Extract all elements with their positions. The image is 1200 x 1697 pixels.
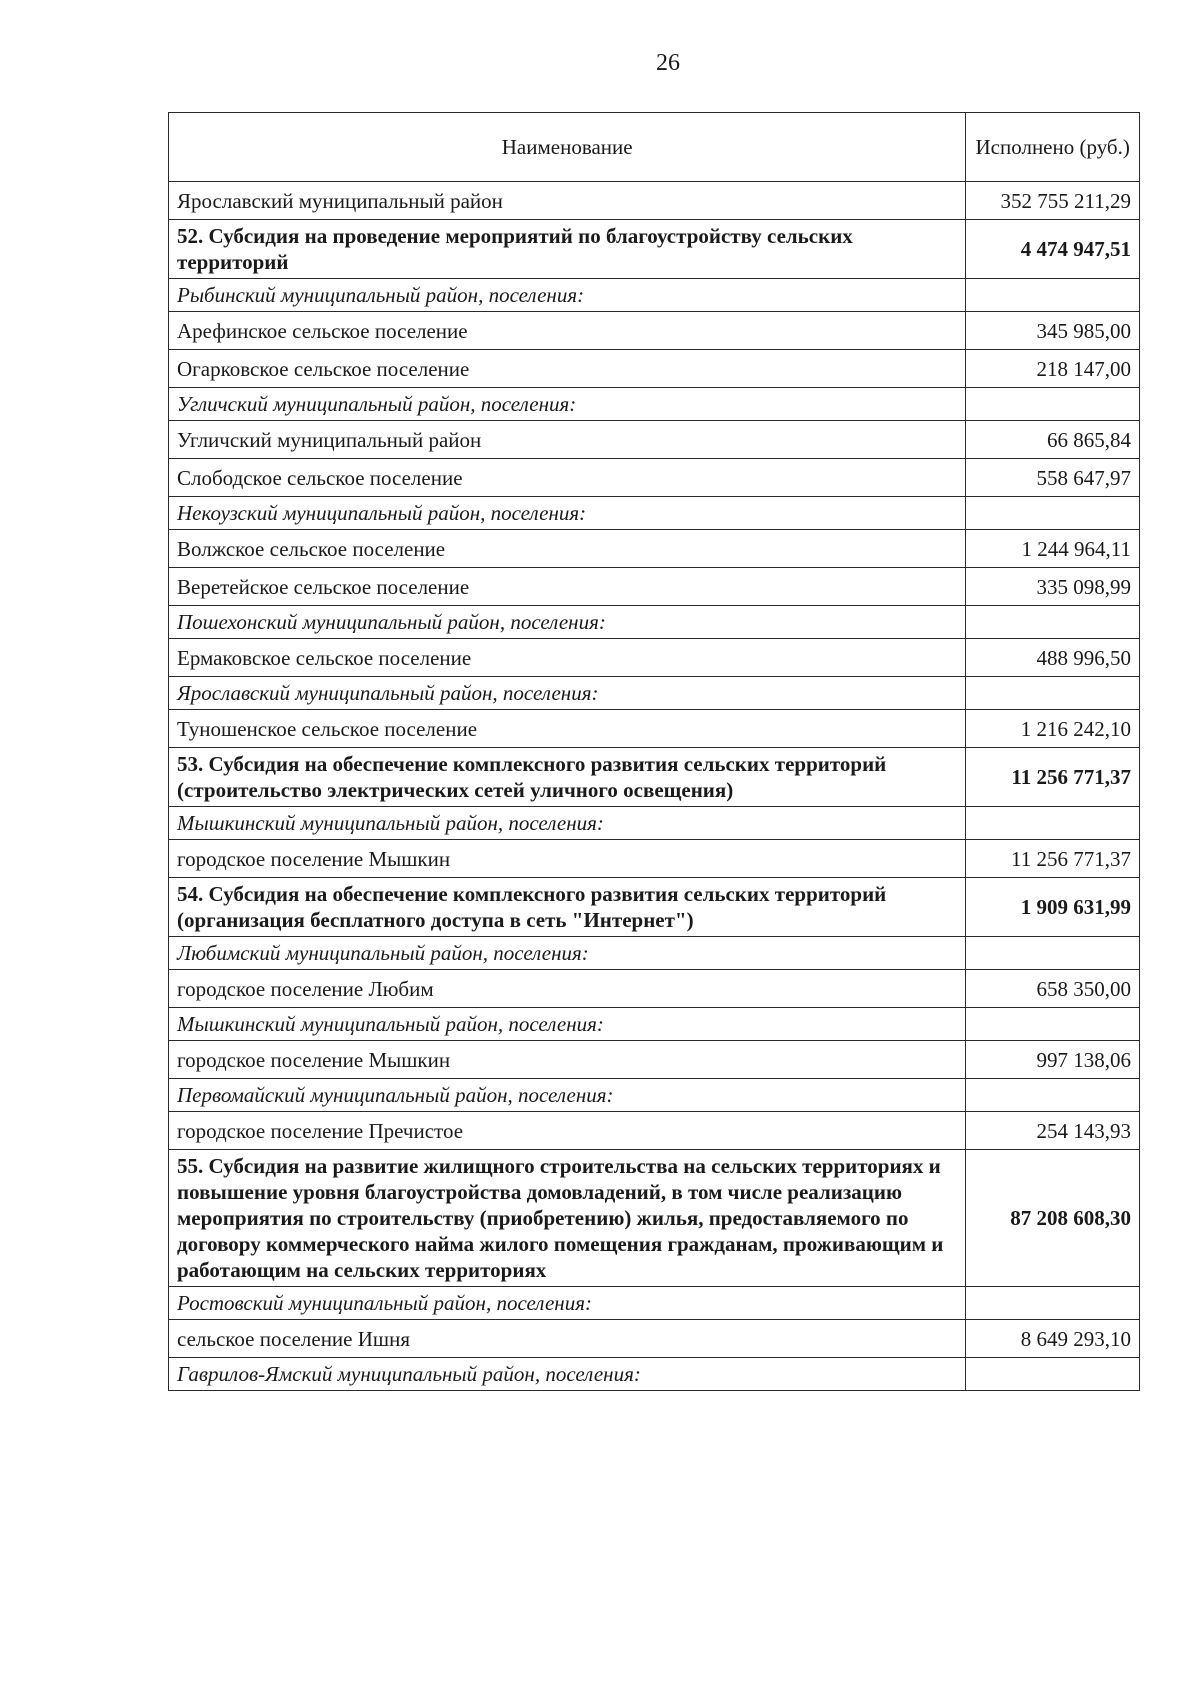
table-row bbox=[169, 421, 1140, 459]
row-amount bbox=[966, 606, 1140, 639]
row-amount: 66 865,84 bbox=[966, 421, 1140, 459]
row-name: Угличский муниципальный район, поселения: bbox=[169, 388, 966, 421]
row-amount: 488 996,50 bbox=[966, 639, 1140, 677]
row-amount: 558 647,97 bbox=[966, 459, 1140, 497]
column-header-amount: Исполнено (руб.) bbox=[966, 113, 1140, 182]
row-amount: 345 985,00 bbox=[966, 312, 1140, 350]
row-amount bbox=[966, 1358, 1140, 1391]
row-amount: 1 909 631,99 bbox=[966, 878, 1140, 937]
row-name: Некоузский муниципальный район, поселения: bbox=[169, 497, 966, 530]
table-row bbox=[169, 568, 1140, 606]
section-row bbox=[169, 748, 1140, 807]
district-row bbox=[169, 1287, 1140, 1320]
row-amount bbox=[966, 388, 1140, 421]
row-name: Пошехонский муниципальный район, поселения: bbox=[169, 606, 966, 639]
row-name: Волжское сельское поселение bbox=[169, 530, 966, 568]
row-name: Арефинское сельское поселение bbox=[169, 312, 966, 350]
row-name: Туношенское сельское поселение bbox=[169, 710, 966, 748]
row-amount bbox=[966, 1287, 1140, 1320]
district-row bbox=[169, 1358, 1140, 1391]
row-amount bbox=[966, 677, 1140, 710]
table-body bbox=[169, 182, 1140, 1391]
row-name: Мышкинский муниципальный район, поселения: bbox=[169, 1008, 966, 1041]
table-row bbox=[169, 1112, 1140, 1150]
district-row bbox=[169, 279, 1140, 312]
row-amount bbox=[966, 807, 1140, 840]
column-header-name: Наименование bbox=[169, 113, 966, 182]
row-name: городское поселение Любим bbox=[169, 970, 966, 1008]
row-name: Слободское сельское поселение bbox=[169, 459, 966, 497]
row-amount: 218 147,00 bbox=[966, 350, 1140, 388]
table-row bbox=[169, 312, 1140, 350]
row-name: городское поселение Мышкин bbox=[169, 840, 966, 878]
table-row bbox=[169, 970, 1140, 1008]
row-amount bbox=[966, 1008, 1140, 1041]
row-amount: 658 350,00 bbox=[966, 970, 1140, 1008]
section-row bbox=[169, 220, 1140, 279]
district-row bbox=[169, 1079, 1140, 1112]
row-name: 53. Субсидия на обеспечение комплексного развития сельских территорий (строительство электрических сетей уличного освещения) bbox=[169, 748, 966, 807]
table-row bbox=[169, 530, 1140, 568]
row-name: Мышкинский муниципальный район, поселения: bbox=[169, 807, 966, 840]
table-row bbox=[169, 840, 1140, 878]
row-amount: 4 474 947,51 bbox=[966, 220, 1140, 279]
page-number: 26 bbox=[656, 50, 680, 76]
row-name: 54. Субсидия на обеспечение комплексного развития сельских территорий (организация бесплатного доступа в сеть "Интернет") bbox=[169, 878, 966, 937]
row-name: Огарковское сельское поселение bbox=[169, 350, 966, 388]
budget-table bbox=[168, 112, 1140, 1391]
row-amount: 254 143,93 bbox=[966, 1112, 1140, 1150]
row-amount: 335 098,99 bbox=[966, 568, 1140, 606]
row-name: 52. Субсидия на проведение мероприятий по благоустройству сельских территорий bbox=[169, 220, 966, 279]
table-row bbox=[169, 350, 1140, 388]
row-name: Рыбинский муниципальный район, поселения: bbox=[169, 279, 966, 312]
district-row bbox=[169, 1008, 1140, 1041]
section-row bbox=[169, 1150, 1140, 1287]
table-row bbox=[169, 1320, 1140, 1358]
table-row bbox=[169, 1041, 1140, 1079]
row-name: Первомайский муниципальный район, поселения: bbox=[169, 1079, 966, 1112]
table-row bbox=[169, 182, 1140, 220]
row-name: Гаврилов-Ямский муниципальный район, поселения: bbox=[169, 1358, 966, 1391]
district-row bbox=[169, 937, 1140, 970]
row-name: Ярославский муниципальный район, поселения: bbox=[169, 677, 966, 710]
row-name: сельское поселение Ишня bbox=[169, 1320, 966, 1358]
district-row bbox=[169, 807, 1140, 840]
row-amount: 352 755 211,29 bbox=[966, 182, 1140, 220]
row-name: городское поселение Мышкин bbox=[169, 1041, 966, 1079]
row-amount bbox=[966, 497, 1140, 530]
row-name: Ростовский муниципальный район, поселения: bbox=[169, 1287, 966, 1320]
row-name: 55. Субсидия на развитие жилищного строительства на сельских территориях и повышение уровня благоустройства домовладений, в том числе реализацию мероприятия по строительству (приобретению) жилья, предоставляемого по договору коммерческого найма жилого помещения гражданам, проживающим и работающим на сельских территориях bbox=[169, 1150, 966, 1287]
table-header-row bbox=[169, 113, 1140, 182]
row-amount: 997 138,06 bbox=[966, 1041, 1140, 1079]
row-amount bbox=[966, 279, 1140, 312]
row-amount: 11 256 771,37 bbox=[966, 840, 1140, 878]
row-name: Угличский муниципальный район bbox=[169, 421, 966, 459]
table-row bbox=[169, 459, 1140, 497]
row-name: Любимский муниципальный район, поселения: bbox=[169, 937, 966, 970]
row-name: городское поселение Пречистое bbox=[169, 1112, 966, 1150]
row-name: Ермаковское сельское поселение bbox=[169, 639, 966, 677]
section-row bbox=[169, 878, 1140, 937]
table-row bbox=[169, 710, 1140, 748]
district-row bbox=[169, 497, 1140, 530]
row-amount: 8 649 293,10 bbox=[966, 1320, 1140, 1358]
row-amount: 11 256 771,37 bbox=[966, 748, 1140, 807]
row-amount: 1 216 242,10 bbox=[966, 710, 1140, 748]
row-name: Веретейское сельское поселение bbox=[169, 568, 966, 606]
row-amount: 1 244 964,11 bbox=[966, 530, 1140, 568]
row-amount: 87 208 608,30 bbox=[966, 1150, 1140, 1287]
district-row bbox=[169, 606, 1140, 639]
district-row bbox=[169, 677, 1140, 710]
row-name: Ярославский муниципальный район bbox=[169, 182, 966, 220]
district-row bbox=[169, 388, 1140, 421]
row-amount bbox=[966, 937, 1140, 970]
table-row bbox=[169, 639, 1140, 677]
row-amount bbox=[966, 1079, 1140, 1112]
